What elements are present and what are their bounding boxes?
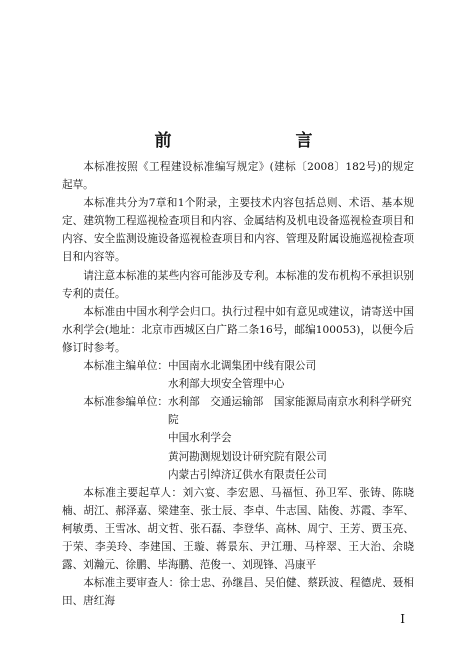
preface-body	[62, 158, 414, 610]
reviewers-list: 本标准主要审查人：徐士忠、孙继昌、吴伯健、蔡跃波、程德虎、聂相田、唐红海	[62, 577, 414, 608]
chief-units-label: 本标准主编单位：	[83, 360, 168, 373]
participating-unit-item: 黄河勘测规划设计研究院有限公司	[168, 450, 327, 463]
participating-unit-item: 水利部 交通运输部 国家能源局南京水利科学研究院	[167, 396, 412, 427]
chief-unit-item: 中国南水北调集团中线有限公司	[167, 360, 317, 373]
paragraph-administration: 本标准由中国水利学会归口。执行过程中如有意见或建议，请寄送中国水利学会(地址：北京市西城区白广路二条16号，邮编100053)，以便今后修订时参考。	[62, 305, 414, 354]
participating-units-label: 本标准参编单位：	[83, 396, 168, 409]
paragraph-drafting-basis: 本标准按照《工程建设标准编写规定》(建标〔2008〕182号)的规定起草。	[62, 161, 414, 192]
drafters-list: 本标准主要起草人：刘六宴、李宏恩、马福恒、孙卫军、张铸、陈晓楠、胡江、郝泽嘉、梁建奎、张士辰、李卓、牛志国、陆俊、苏霞、李军、柯敏勇、王雪冰、胡文哲、张石磊、李登华、高林、周宁、王芳、贾玉亮、于荣、李美玲、李建国、王璇、蒋景东、尹江珊、马梓翠、王大治、余晓露、刘瀚元、徐鹏、毕海鹏、范俊一、刘现锋、冯康平	[62, 486, 414, 572]
participating-unit-item: 内蒙古引绰济辽供水有限责任公司	[168, 468, 327, 481]
page-number: I	[400, 612, 405, 626]
paragraph-content-summary: 本标准共分为7章和1个附录，主要技术内容包括总则、术语、基本规定、建筑物工程巡视检查项目和内容、金属结构及机电设备巡视检查项目和内容、安全监测设施设备巡视检查项目和内容、管理及附属设施巡视检查项目和内容等。	[62, 197, 414, 264]
participating-units-block	[62, 393, 414, 429]
page-title: 前 言	[154, 131, 343, 151]
paragraph-patent-notice: 请注意本标准的某些内容可能涉及专利。本标准的发布机构不承担识别专利的责任。	[62, 269, 414, 300]
chief-units-block	[62, 357, 414, 375]
participating-unit-item: 中国水利学会	[168, 432, 232, 445]
chief-unit-item: 水利部大坝安全管理中心	[168, 378, 285, 391]
